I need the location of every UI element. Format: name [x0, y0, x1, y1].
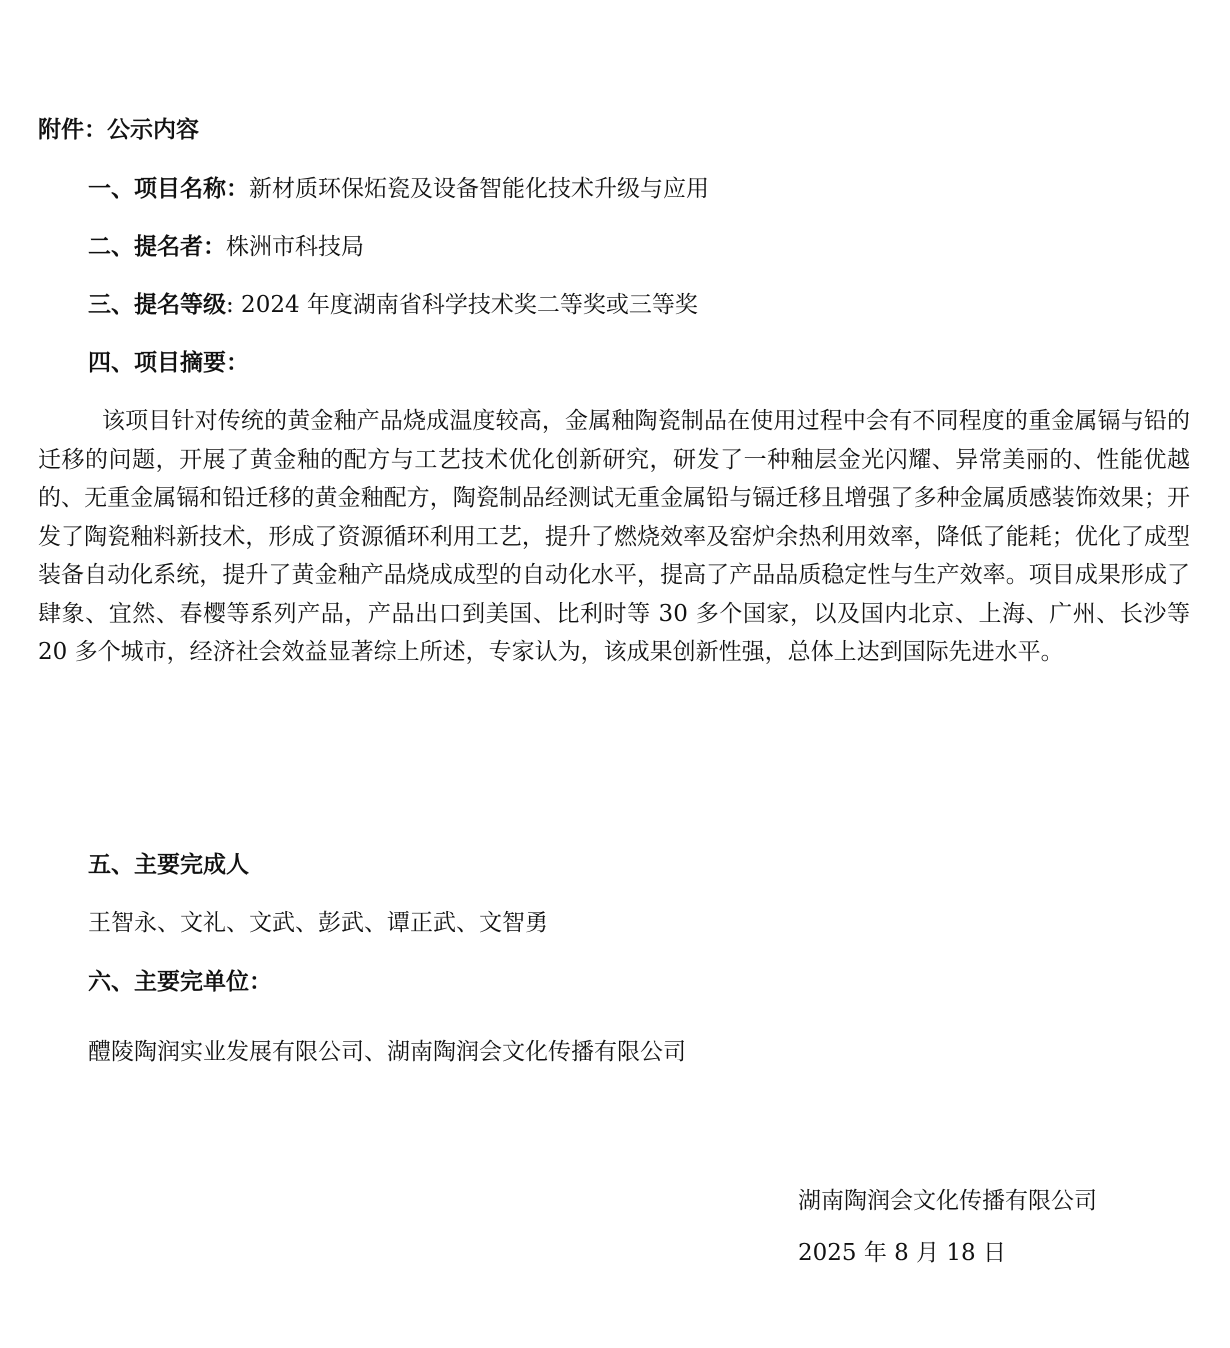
nominator-row [88, 231, 364, 263]
project-name-value: 新材质环保炻瓷及设备智能化技术升级与应用 [249, 176, 709, 202]
main-contributors-heading: 五、主要完成人 [88, 851, 249, 878]
main-units-list: 醴陵陶润实业发展有限公司、湖南陶润会文化传播有限公司 [88, 1039, 686, 1065]
main-contributors-list: 王智永、文礼、文武、彭武、谭正武、文智勇 [88, 910, 548, 936]
attachment-heading: 附件：公示内容 [38, 116, 199, 143]
nomination-level-row [88, 289, 698, 321]
project-name-label: 一、项目名称： [88, 175, 249, 202]
signature-organization: 湖南陶润会文化传播有限公司 [798, 1188, 1097, 1214]
abstract-paragraph: 该项目针对传统的黄金釉产品烧成温度较高，金属釉陶瓷制品在使用过程中会有不同程度的重金属镉与铅的迁移的问题，开展了黄金釉的配方与工艺技术优化创新研究，研发了一种釉层金光闪耀、异常美丽的、性能优越的、无重金属镉和铅迁移的黄金釉配方，陶瓷制品经测试无重金属铅与镉迁移且增强了多种金属质感装饰效果；开发了陶瓷釉料新技术，形成了资源循环利用工艺，提升了燃烧效率及窑炉余热利用效率，降低了能耗；优化了成型装备自动化系统，提升了黄金釉产品烧成成型的自动化水平，提高了产品品质稳定性与生产效率。项目成果形成了肆象、宜然、春樱等系列产品，产品出口到美国、比利时等 30 多个国家，以及国内北京、上海、广州、长沙等 20 多个城市，经济社会效益显著综上所述，专家认为，该成果创新性强，总体上达到国际先进水平。 [38, 408, 1190, 665]
nominator-value: 株洲市科技局 [226, 234, 364, 260]
signature-date: 2025 年 8 月 18 日 [798, 1240, 1006, 1266]
nomination-level-value: : 2024 年度湖南省科学技术奖二等奖或三等奖 [226, 292, 698, 318]
main-units-heading: 六、主要完单位： [88, 968, 272, 995]
nominator-label: 二、提名者： [88, 233, 226, 260]
project-name-row [88, 173, 709, 205]
nomination-level-label: 三、提名等级 [88, 291, 226, 318]
abstract-heading: 四、项目摘要： [88, 349, 249, 376]
